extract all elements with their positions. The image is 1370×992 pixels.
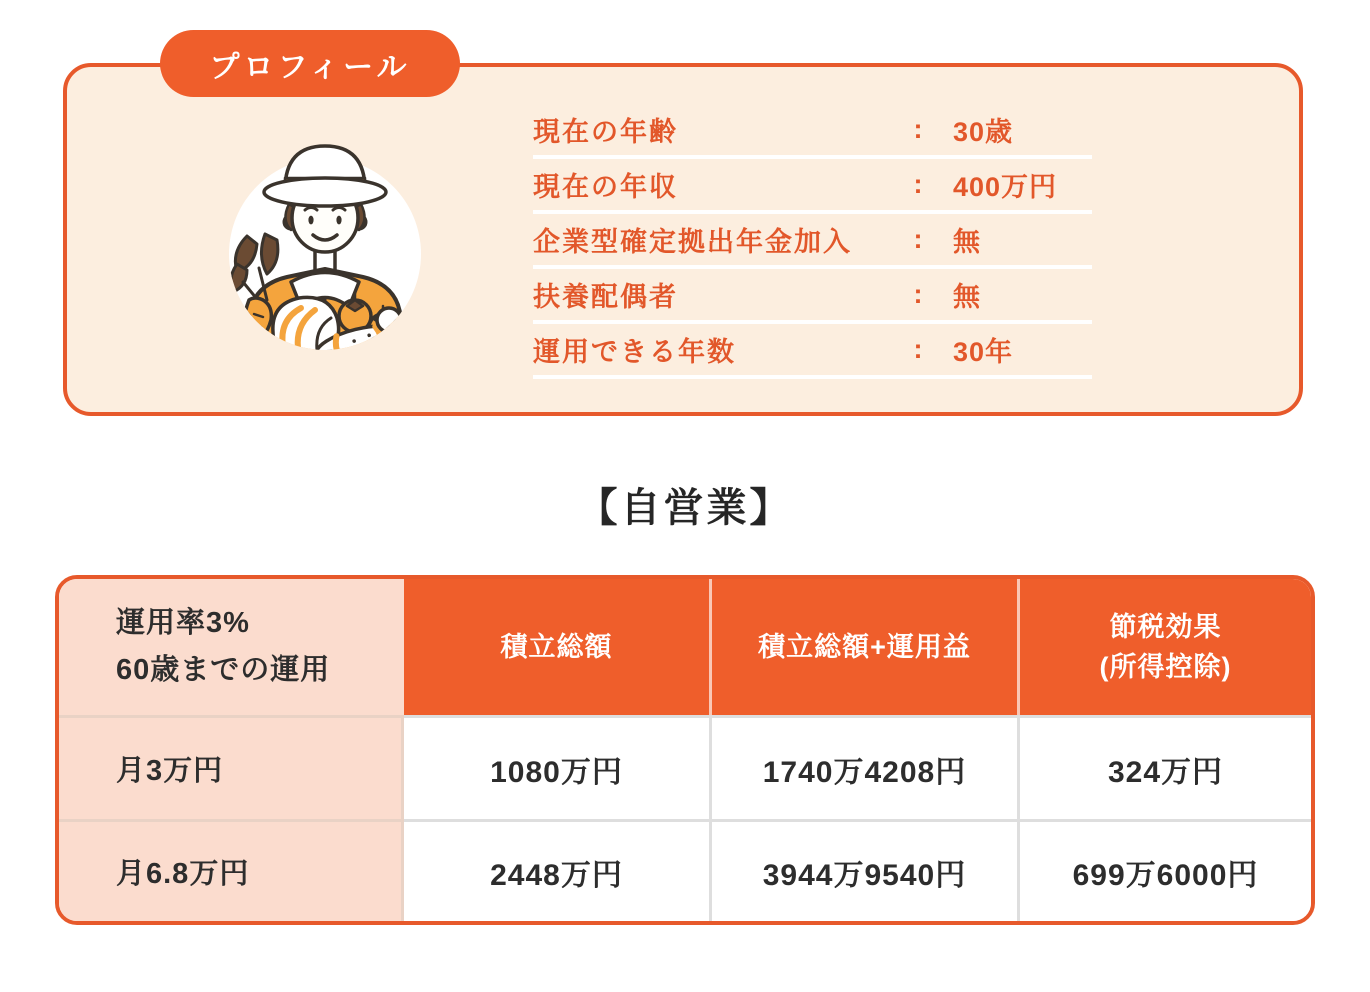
profile-row-value: 400万円 [953, 172, 1058, 202]
table-cell-tax-saving: 324万円 [1020, 715, 1311, 819]
column-header-line2: (所得控除) [1099, 652, 1232, 682]
profile-row-label: 企業型確定拠出年金加入 [533, 227, 852, 257]
profile-row-colon: : [913, 169, 923, 199]
profile-row-value: 30歳 [953, 117, 1014, 147]
column-header-tax-saving [1020, 579, 1311, 715]
profile-row-label: 現在の年収 [533, 172, 678, 202]
profile-row-value: 無 [953, 282, 981, 312]
profile-row-colon: : [913, 334, 923, 364]
profile-row-corporate-dc [533, 214, 1092, 269]
profile-row-colon: : [913, 224, 923, 254]
farmer-illustration-wrap [203, 116, 447, 360]
table-row-plan: 月6.8万円 [59, 819, 404, 921]
profile-row-value: 無 [953, 227, 981, 257]
profile-row-years [533, 324, 1092, 379]
table-cell-total-contribution: 1080万円 [404, 715, 712, 819]
profile-badge [160, 30, 460, 97]
profile-row-dependent-spouse [533, 269, 1092, 324]
profile-row-label: 運用できる年数 [533, 337, 736, 367]
profile-row-colon: : [913, 114, 923, 144]
column-header-label: 積立総額 [500, 631, 613, 662]
table-row-plan: 月3万円 [59, 715, 404, 819]
results-table [55, 575, 1315, 925]
profile-detail-list [533, 104, 1092, 379]
table-cell-tax-saving: 699万6000円 [1020, 819, 1311, 921]
column-header-total-with-gains [712, 579, 1020, 715]
table-cell-total-with-gains: 3944万9540円 [712, 819, 1020, 921]
profile-row-income [533, 159, 1092, 214]
farmer-illustration [203, 116, 447, 360]
column-header-total-contribution [404, 579, 712, 715]
profile-row-value: 30年 [953, 337, 1014, 367]
column-header-line1: 節税効果 [1109, 611, 1222, 642]
column-header-label: 積立総額+運用益 [758, 631, 971, 662]
profile-row-colon: : [913, 279, 923, 309]
corner-header-line2: 60歳までの運用 [116, 654, 331, 686]
profile-badge-label: プロフィール [209, 50, 411, 84]
profile-row-label: 扶養配偶者 [533, 282, 678, 312]
section-title: 【自営業】 [577, 486, 793, 530]
table-cell-total-contribution: 2448万円 [404, 819, 712, 921]
table-cell-total-with-gains: 1740万4208円 [712, 715, 1020, 819]
table-corner-header [59, 579, 404, 715]
profile-row-age [533, 104, 1092, 159]
corner-header-line1: 運用率3% [116, 607, 250, 640]
profile-row-label: 現在の年齢 [533, 117, 678, 147]
